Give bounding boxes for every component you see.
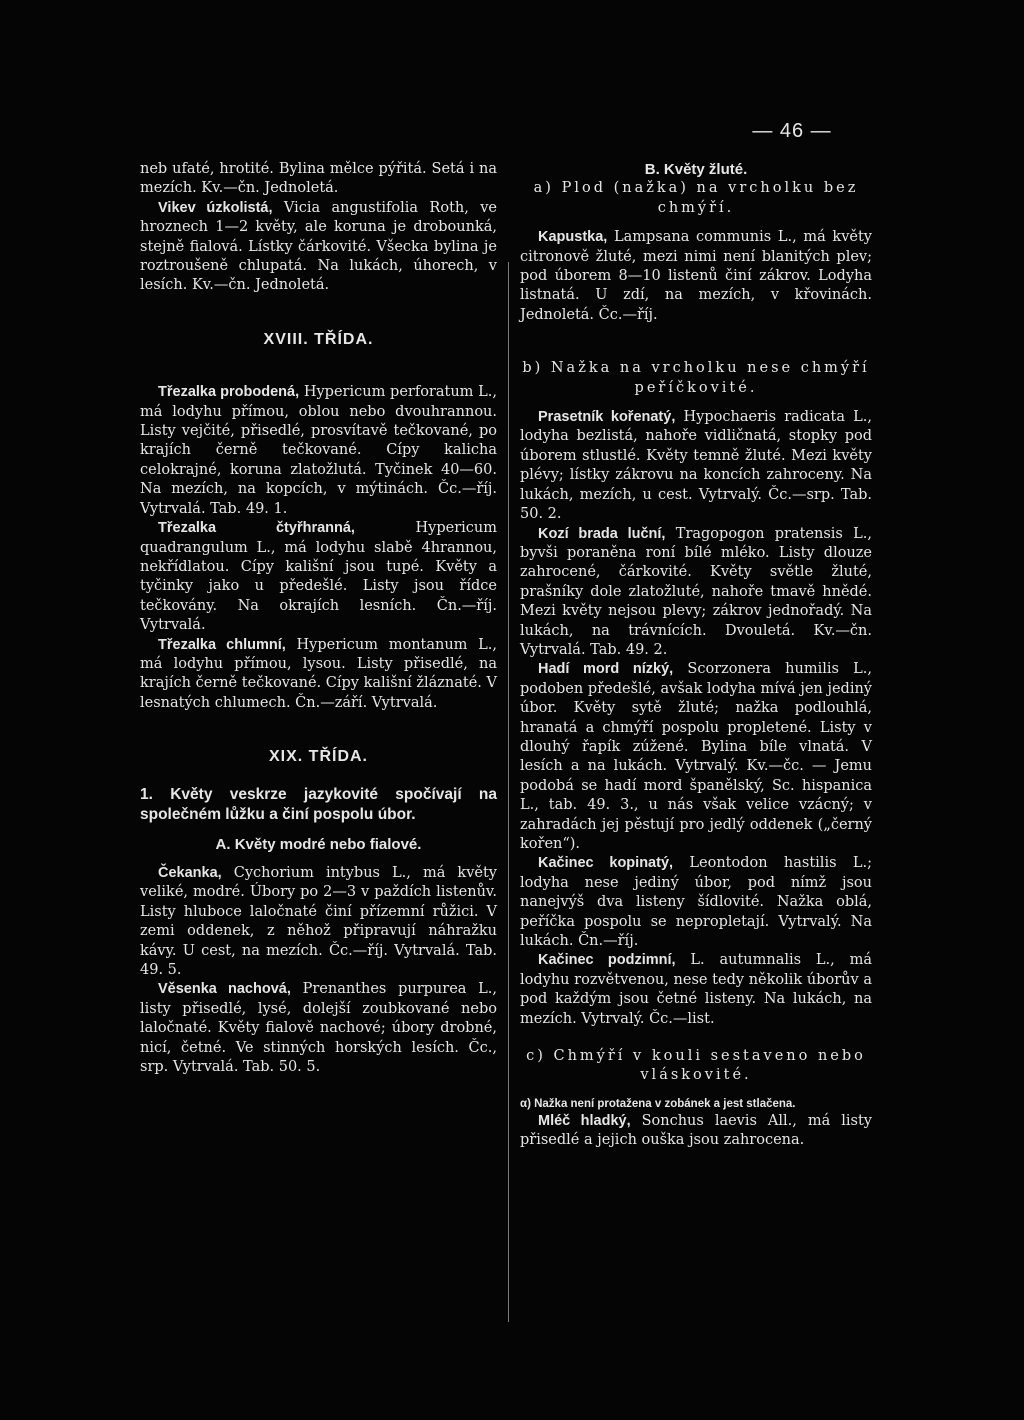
entry-hypochaeris	[520, 408, 872, 524]
entry-leontodon-autumnalis	[520, 951, 872, 1029]
entry-cichorium	[140, 864, 497, 980]
species-description: Sonchus laevis All., má listy přisedlé a jejich ouška jsou zahrocena.	[520, 1112, 872, 1149]
column-divider	[508, 262, 509, 1322]
footnote: α) Nažka není protažena v zobánek a jest stlačena.	[520, 1097, 796, 1110]
section-heading-b: B. Květy žluté.	[644, 161, 748, 178]
species-description: Hypericum montanum L., má lodyhu přímou, lysou. Listy přisedlé, na krajích černě tečkované. Cípy kališní žláznaté. V lesnatých chlumech. Čn.—září. Vytrvalá.	[140, 636, 497, 711]
species-description: Hypericum perforatum L., má lodyhu přímou, oblou nebo dvouhrannou. Listy vejčité, přisedlé, prosvítavě tečkované, po krajích černě tečkované. Cípy kalicha celokrajné, koruna zlatožlutá. Tyčinek 40—60. Na mezích, na kopcích, v mýtinách. Čc.—říj. Vytrvalá. Tab. 49. 1.	[140, 384, 497, 517]
species-name: Třezalka probodená,	[158, 384, 300, 401]
left-column	[140, 160, 497, 1077]
entry-scorzonera	[520, 660, 872, 854]
species-description: Lampsana communis L., má květy citronově žluté, mezi nimi není blanitých plev; pod úborem 8—10 listenů činí zákrov. Lodyha listnatá. U zdí, na mezích, v křovinách. Jednoletá. Čc.—říj.	[520, 229, 872, 323]
entry-leontodon-hastilis	[520, 854, 872, 951]
species-name: Třezalka čtyřhranná,	[158, 520, 355, 537]
page-number: — 46 —	[752, 120, 832, 142]
entry-hypericum-perforatum	[140, 383, 497, 519]
group-heading: 1. Květy veskrze jazykovité spočívají na společném lůžku a činí pospolu úbor.	[140, 785, 497, 823]
species-description: Tragopogon pratensis L., byvši poraněna roní bílé mléko. Listy dlouze zahrocené, čárkovité. Květy světle žluté, prašníky dole zlatožluté, nahoře tmavě hnědé. Mezi květy nejsou plevy; zákrov jednořadý. Na lukách, na trávnících. Dvouletá. Kv.—čn. Vytrvalá. Tab. 49. 2.	[520, 525, 873, 658]
entry-lampsana	[520, 228, 872, 325]
entry-hypericum-montanum	[140, 636, 497, 714]
species-description: L. autumnalis L., má lodyhu rozvětvenou, nese tedy několik úborův a pod každým jsou četné listeny. Na lukách, na mezích. Vytrvalý. Čc.—list.	[520, 952, 872, 1027]
species-description: Cychorium intybus L., má květy veliké, modré. Úbory po 2—3 v paždích listenův. Listy hluboce laločnaté činí přízemní růžici. V zemi oddenek, z něhož připravují náhražku kávy. U cest, na mezích. Čc.—říj. Vytrvalá. Tab. 49. 5.	[140, 864, 497, 978]
species-description: Vicia angustifolia Roth, ve hroznech 1—2 květy, ale koruna je drobounká, stejně fialová. Lístky čárkovité. Všecka bylina je roztroušeně chlupatá. Na lukách, úhorech, v lesích. Kv.—čn. Jednoletá.	[140, 199, 498, 294]
species-name: Kozí brada luční,	[538, 525, 666, 542]
entry-vicia	[140, 199, 497, 296]
species-description: Prenanthes purpurea L., listy přisedlé, lysé, dolejší zoubkované nebo laločnaté. Květy fialově nachové; úbory drobné, nicí, četné. Ve stinných horských lesích. Čc., srp. Vytrvalá. Tab. 50. 5.	[140, 981, 497, 1076]
subsection-c: c) Chmýří v kouli sestaveno nebo vláskovité.	[526, 1048, 866, 1084]
species-name: Věsenka nachová,	[158, 981, 291, 998]
species-name: Třezalka chlumní,	[158, 636, 286, 653]
species-name: Mléč hladký,	[538, 1112, 631, 1129]
entry-hypericum-quadrangulum	[140, 519, 497, 635]
right-column	[520, 160, 872, 1151]
species-description: Leontodon hastilis L.; lodyha nese jediný úbor, pod nímž jsou nanejvýš dva listeny šídlovité. Nažka oblá, peříčka pospolu se nepropletají. Vytrvalý. Na lukách. Čn.—říj.	[520, 855, 872, 950]
species-description: Scorzonera humilis L., podoben předešlé, avšak lodyha mívá jen jediný úbor. Květy sytě žluté; nažka podlouhlá, hranatá a chmýří pospolu propletené. Listy v dlouhý řapík zúžené. Bylina bíle vlnatá. V lesích a na lukách. Vytrvalý. Kv.—čc. — Jemu podobá se hadí mord španělský, Sc. hispanica L., tab. 49. 3., u nás však velice vzácný; v zahradách jej pěstují pro jedlý oddenek („černý kořen“).	[520, 661, 873, 852]
class-heading-xix: XIX. TŘÍDA.	[268, 748, 368, 766]
entry-prenanthes	[140, 980, 497, 1077]
subsection-b: b) Nažka na vrcholku nese chmýří peříčkovité.	[522, 360, 870, 396]
paragraph: neb ufaté, hrotité. Bylina mělce pýřitá. Setá i na mezích. Kv.—čn. Jednoletá.	[140, 161, 497, 197]
class-heading-xviii: XVIII. TŘÍDA.	[263, 330, 374, 348]
species-name: Kapustka,	[538, 229, 608, 246]
species-description: Hypericum quadrangulum L., má lodyhu slabě 4hrannou, nekřídlatou. Cípy kališní jsou tupé. Květy a tyčinky jako u předešlé. Listy jsou řídce tečkovány. Na okrajích lesních. Čn.—říj. Vytrvalá.	[140, 520, 497, 634]
species-description: Hypochaeris radicata L., lodyha bezlistá, nahoře vidličnatá, stopky pod úborem stlustlé. Květy temně žluté. Mezi květy plévy; lístky zákrovu na koncích zahroceny. Na lukách, mezích, u cest. Vytrvalý. Čc.—srp. Tab. 50. 2.	[520, 409, 872, 523]
subsection-a: a) Plod (nažka) na vrcholku bez chmýří.	[533, 180, 859, 216]
section-heading-a: A. Květy modré nebo fialové.	[215, 835, 422, 853]
species-name: Kačinec podzimní,	[538, 952, 676, 969]
entry-sonchus	[520, 1112, 872, 1151]
species-name: Čekanka,	[158, 864, 222, 881]
species-name: Kačinec kopinatý,	[538, 855, 674, 872]
species-name: Prasetník kořenatý,	[538, 409, 676, 426]
entry-tragopogon	[520, 525, 872, 661]
species-name: Hadí mord nízký,	[538, 661, 674, 678]
species-name: Vikev úzkolistá,	[158, 199, 273, 216]
